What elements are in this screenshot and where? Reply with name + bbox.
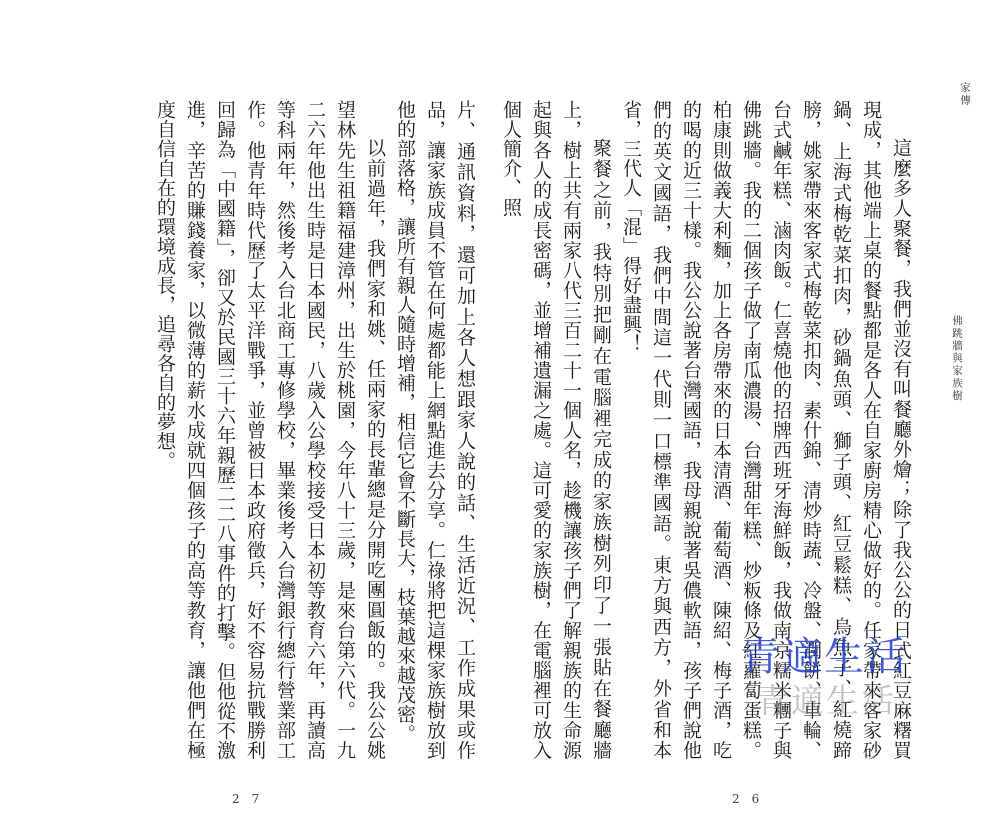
page-number-left: 27 bbox=[232, 792, 272, 806]
paragraph: 以前過年，我們家和姚、任兩家的長輩總是分開吃團圓飯的。我公公姚望林先生祖籍福建漳州，出生於桃園，今年八十三歲，是來台第六代。一九二六年他出生時是日本國民，八歲入公學校接受日本初等教育六年，再讀高等科兩年，然後考入台北商工專修學校，畢業後考入台灣銀行總行營業部工作。他青年時代歷了太平洋戰爭，並曾被日本政府徵兵，好不容易抗戰勝利回歸為「中國籍」，卻又於民國三十六年親歷二二八事件的打擊。但他從不激進，辛苦的賺錢養家，以微薄的薪水成就四個孩子的高等教育，讓他們在極度自信自在的環境成長，追尋各自的夢想。 bbox=[154, 100, 386, 760]
page-number-right: 26 bbox=[732, 792, 772, 806]
right-page bbox=[500, 0, 1000, 840]
right-page-body bbox=[500, 100, 916, 760]
watermark-text-top: 青適生活 bbox=[740, 634, 908, 680]
running-head-book-title: 家傳 bbox=[959, 82, 971, 107]
paragraph: 聚餐之前，我特別把剛在電腦裡完成的家族樹列印了一張貼在餐廳牆上，樹上共有兩家八代三百二十一個人名，趁機讓孩子們了解親族的生命源起與各人的成長密碼，並增補遺漏之處。這可愛的家族樹，在電腦裡可放入個人簡介、照 bbox=[500, 100, 612, 760]
left-page-body bbox=[60, 100, 480, 760]
running-head-chapter-title: 佛跳牆與家族樹 bbox=[951, 315, 963, 403]
paragraph-continued: 片、通訊資料，還可加上各人想跟家人說的話、生活近況、工作成果或作品，讓家族成員不管在何處都能上網點進去分享。仁祿將把這棵家族樹放到他的部落格，讓所有親人隨時增補，相信它會不斷長大，枝葉越來越茂密。 bbox=[394, 100, 476, 760]
watermark-text-bottom: 青適生活 bbox=[756, 681, 896, 720]
paragraph: 這麼多人聚餐，我們並沒有叫餐廳外燴；除了我公公的日式紅豆麻糬買現成，其他端上桌的餐點都是各人在自家廚房精心做好的。任家帶來客家砂鍋、上海式梅乾菜扣肉，砂鍋魚頭、獅子頭、紅豆鬆糕、烏魚子、紅燒蹄膀，姚家帶來客家式梅乾菜扣肉、素什錦、清炒時蔬、冷盤、潤餅、車輪、台式鹹年糕、滷肉飯。仁喜燒他的招牌西班牙海鮮飯，我做南京糯米糰子與佛跳牆。我的二個孩子做了南瓜濃湯、台灣甜年糕、炒粄條及紅蘿蔔蛋糕。柏康則做義大利麵，加上各房帶來的日本清酒、葡萄酒、陳紹、梅子酒，吃的喝的近三十樣。我公公說著台灣國語，我母親說著吳儂軟語，孩子們說他們的英文國語，我們中間這一代則一口標準國語。東方與西方，外省和本省，三代人「混」得好盡興！ bbox=[620, 100, 912, 760]
